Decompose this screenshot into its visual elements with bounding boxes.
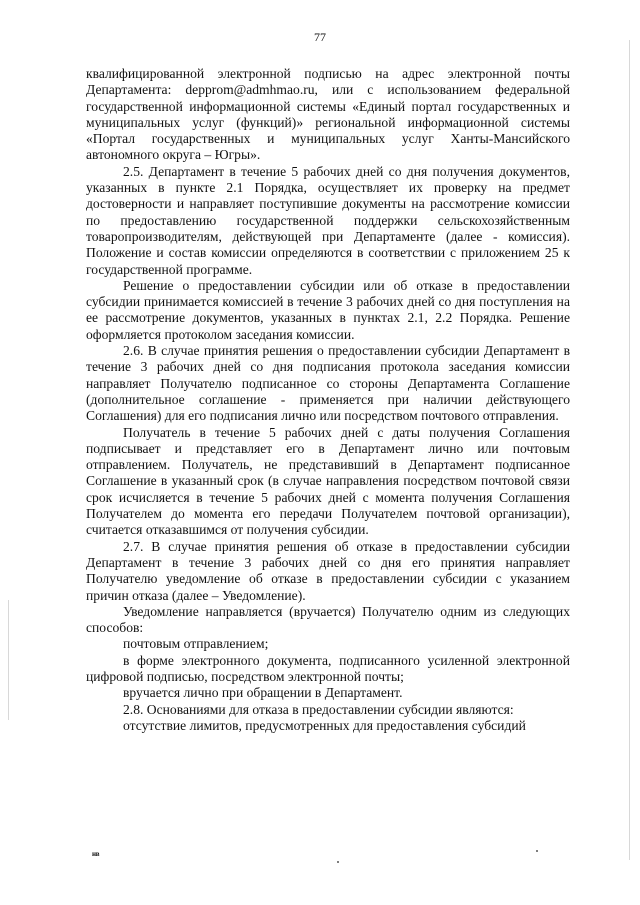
paragraph-commission-decision: Решение о предоставлении субсидии или об отказе в предоставлении субсидии принимается комиссией в течение 3 рабочих дней со дня поступления на ее рассмотрение документов, указанных в пунктах 2.1, 2.2 Порядка. Решение оформляется протоколом заседания комиссии. [86,277,570,342]
paragraph-2-7: 2.7. В случае принятия решения об отказе в предоставлении субсидии Департамент в течение 3 рабочих дней со дня его принятия направляет Получателю уведомление об отказе в предоставлении субсидии с указанием причин отказа (далее – Уведомление). [86,538,570,603]
document-body [86,66,570,734]
paragraph-2-6: 2.6. В случае принятия решения о предоставлении субсидии Департамент в течение 3 рабочих дней со дня подписания протокола заседания комиссии направляет Получателю подписанное со стороны Департамента Соглашение (дополнительное соглашение - применяется при наличии действующего Соглашения) для его подписания лично или посредством почтового отправления. [86,343,570,424]
list-item-postal: почтовым отправлением; [123,636,269,652]
scan-edge-line [629,40,630,860]
page-number: 77 [314,30,326,44]
paragraph-recipient-signing: Получатель в течение 5 рабочих дней с даты получения Соглашения подписывает и представляет его в Департамент лично или почтовым отправлением. Получатель, не представивший в Департамент подписанное Соглашение в указанный срок (в случае направления посредством почтовой связи срок исчисляется в течение 5 рабочих дней с момента получения Соглашения Получателем до момента его передачи Получателем почтовой организации), считается отказавшимся от получения субсидии. [86,424,570,538]
list-item-in-person: вручается лично при обращении в Департамент. [123,685,403,701]
paragraph-2-5: 2.5. Департамент в течение 5 рабочих дней со дня получения документов, указанных в пункте 2.1 Порядка, осуществляет их проверку на предмет достоверности и направляет поступившие документы на рассмотрение комиссии по предоставлению государственной поддержки сельскохозяйственным товаропроизводителям, действующей при Департаменте (далее - комиссия). Положение и состав комиссии определяются в соответствии с приложением 25 к государственной программе. [86,163,570,277]
scan-speck [536,850,538,852]
paragraph-notification-methods: Уведомление направляется (вручается) Получателю одним из следующих способов: [86,603,570,636]
scan-edge-line [8,600,9,720]
paragraph-limits-absence: отсутствие лимитов, предусмотренных для предоставления субсидий [123,717,526,733]
scan-speck [337,861,339,863]
list-item-electronic: в форме электронного документа, подписанного усиленной электронной цифровой подписью, посредством электронной почты; [86,652,570,684]
footer-initials: нв [92,850,100,858]
paragraph-2-8: 2.8. Основаниями для отказа в предоставлении субсидии являются: [123,701,514,717]
paragraph-contact-channels: квалифицированной электронной подписью на адрес электронной почты Департамента: depprom@admhmao.ru, или с использованием федеральной государственной информационной системы «Единый портал государственных и муниципальных услуг (функций)» региональной информационной системы «Портал государственных и муниципальных услуг Ханты-Мансийского автономного округа – Югры». [86,66,570,163]
